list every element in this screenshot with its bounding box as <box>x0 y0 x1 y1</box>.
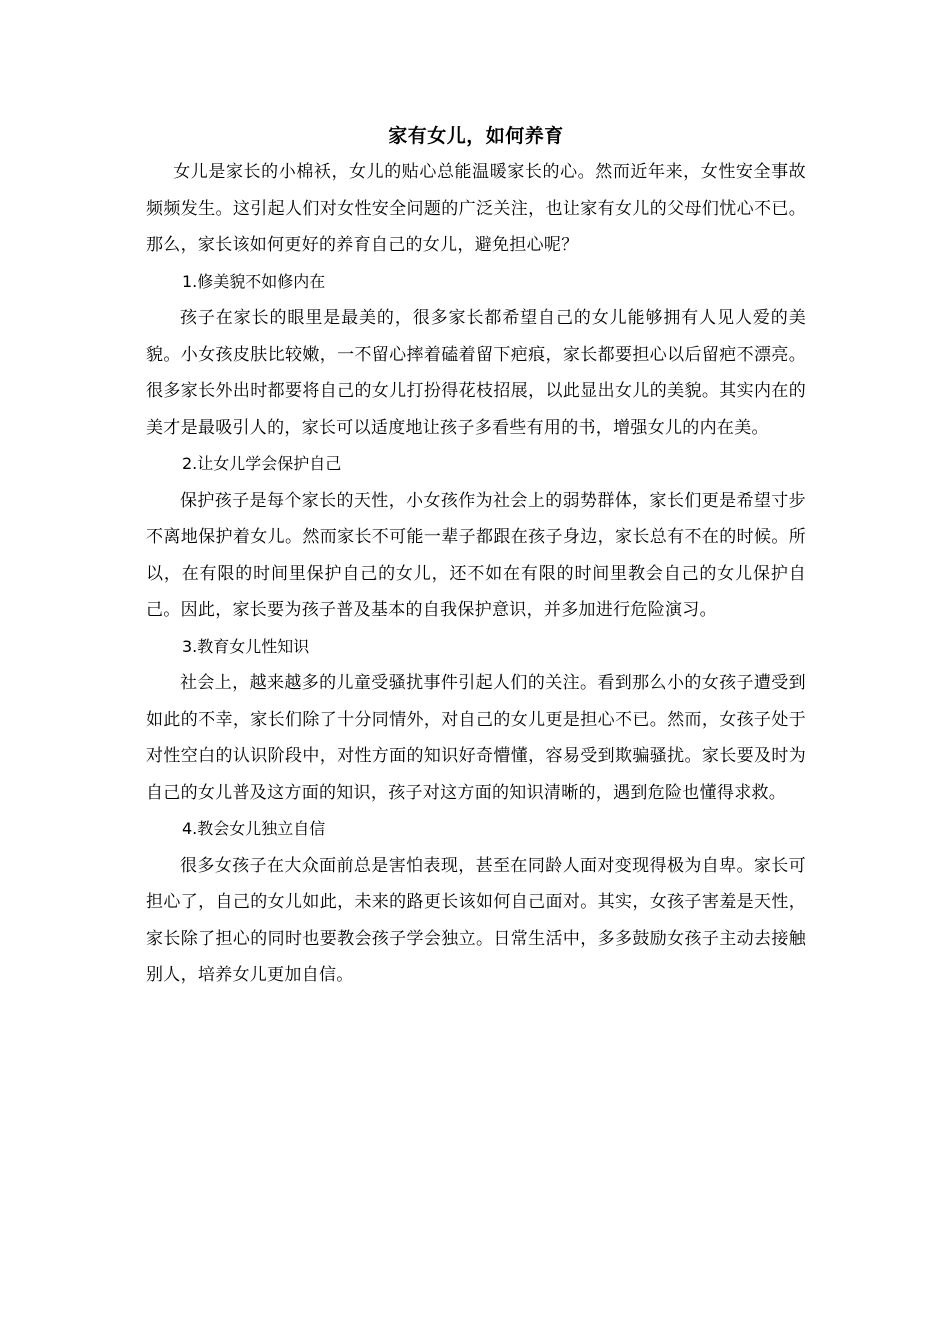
section-body-1: 孩子在家长的眼里是最美的，很多家长都希望自己的女儿能够拥有人见人爱的美貌。小女孩皮肤比较嫩，一不留心摔着磕着留下疤痕，家长都要担心以后留疤不漂亮。很多家长外出时都要将自己的女儿打扮得花枝招展，以此显出女儿的美貌。其实内在的美才是最吸引人的，家长可以适度地让孩子多看些有用的书，增强女儿的内在美。 <box>146 308 806 438</box>
section-body-4: 很多女孩子在大众面前总是害怕表现，甚至在同龄人面对变现得极为自卑。家长可担心了，自己的女儿如此，未来的路更长该如何自己面对。其实，女孩子害羞是天性，家长除了担心的同时也要教会孩子学会独立。日常生活中，多多鼓励女孩子主动去接触别人，培养女儿更加自信。 <box>146 855 806 985</box>
section-body-3: 社会上，越来越多的儿童受骚扰事件引起人们的关注。看到那么小的女孩子遭受到如此的不幸，家长们除了十分同情外，对自己的女儿更是担心不已。然而，女孩子处于对性空白的认识阶段中，对性方面的知识好奇懵懂，容易受到欺骗骚扰。家长要及时为自己的女儿普及这方面的知识，孩子对这方面的知识清晰的，遇到危险也懂得求救。 <box>146 673 806 803</box>
document-page <box>146 120 806 994</box>
section-heading-2: 2.让女儿学会保护自己 <box>182 454 342 473</box>
section-body-2: 保护孩子是每个家长的天性，小女孩作为社会上的弱势群体，家长们更是希望寸步不离地保护着女儿。然而家长不可能一辈子都跟在孩子身边，家长总有不在的时候。所以，在有限的时间里保护自己的女儿，还不如在有限的时间里教会自己的女儿保护自己。因此，家长要为孩子普及基本的自我保护意识，并多加进行危险演习。 <box>146 490 806 620</box>
section-heading-4: 4.教会女儿独立自信 <box>182 819 326 838</box>
section-heading-3: 3.教育女儿性知识 <box>182 636 310 656</box>
intro-paragraph: 女儿是家长的小棉袄，女儿的贴心总能温暖家长的心。然而近年来，女性安全事故频频发生。这引起人们对女性安全问题的广泛关注，也让家有女儿的父母们忧心不已。那么，家长该如何更好的养育自己的女儿，避免担心呢？ <box>146 162 806 255</box>
document-title: 家有女儿，如何养育 <box>388 125 564 147</box>
section-heading-1: 1.修美貌不如修内在 <box>182 271 326 291</box>
